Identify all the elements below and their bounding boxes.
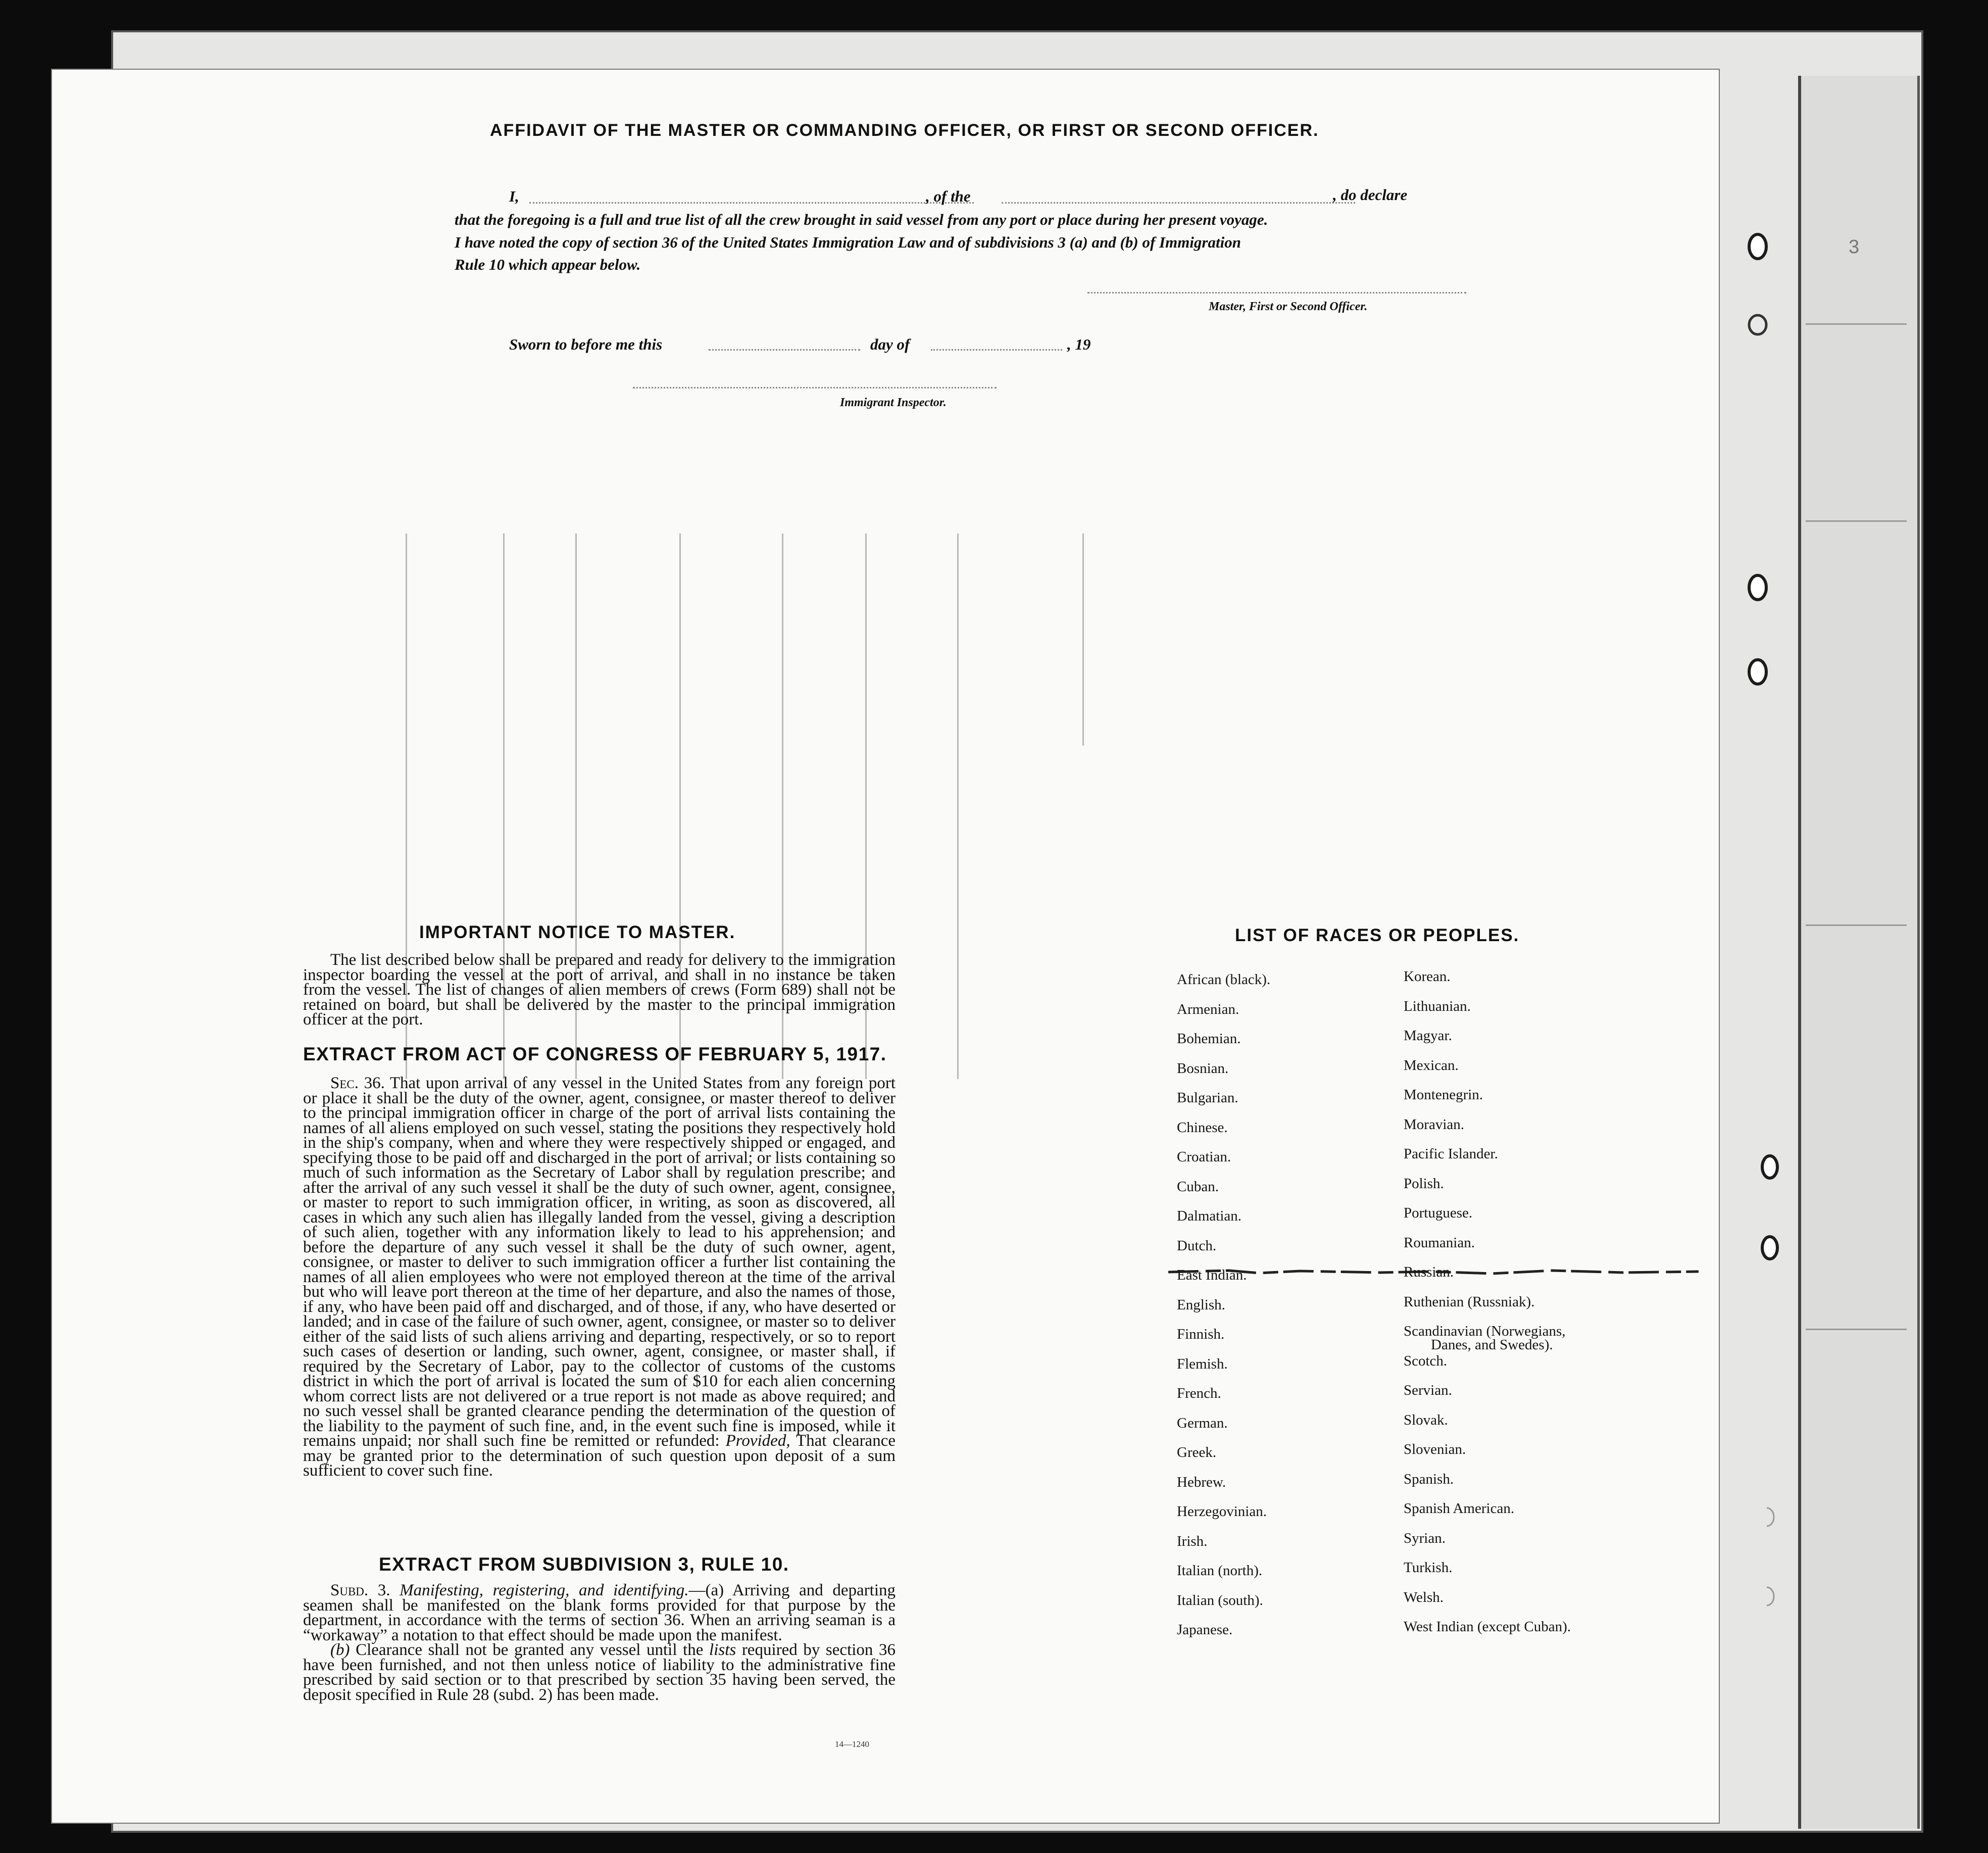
- extract-act-title: EXTRACT FROM ACT OF CONGRESS OF FEBRUARY 5, 1917.: [303, 1044, 887, 1064]
- affidavit-line4: Rule 10 which appear below.: [455, 256, 641, 273]
- race-item: Spanish.: [1404, 1471, 1454, 1487]
- sworn-month-blank: [931, 349, 1062, 351]
- provided-word: Provided,: [725, 1432, 790, 1450]
- race-item: Japanese.: [1177, 1622, 1233, 1638]
- affidavit-title: AFFIDAVIT OF THE MASTER OR COMMANDING OFFICER, OR FIRST OR SECOND OFFICER.: [490, 121, 1319, 140]
- notice-title: IMPORTANT NOTICE TO MASTER.: [419, 922, 736, 942]
- race-item: Spanish American.: [1404, 1500, 1515, 1517]
- race-item: Slovenian.: [1404, 1441, 1466, 1457]
- race-item: Bosnian.: [1177, 1060, 1229, 1077]
- sworn-year: , 19: [1067, 335, 1091, 353]
- race-item: Chinese.: [1177, 1119, 1228, 1136]
- background-rule: [1806, 924, 1907, 926]
- para-a-text: Arriving and departing seamen shall be manifested on the blank forms provided for that purpose by the department, in accordance with the terms of section 36. When an arriving seaman is a “workaway” a notation to that effect should be made upon the manifest.: [303, 1581, 896, 1644]
- race-item: Roumanian.: [1404, 1234, 1475, 1251]
- inspector-blank: [633, 387, 997, 388]
- para-b-lists-word: lists: [709, 1641, 736, 1659]
- para-a-marker: —(a): [688, 1581, 724, 1599]
- column-rule: [1082, 533, 1084, 746]
- race-item: Greek.: [1177, 1444, 1217, 1460]
- race-item: Slovak.: [1404, 1411, 1448, 1428]
- race-item: Dutch.: [1177, 1237, 1217, 1254]
- race-item: Lithuanian.: [1404, 998, 1471, 1014]
- name-blank: [529, 202, 974, 204]
- race-item: Welsh.: [1404, 1589, 1444, 1605]
- para-b-text-1: Clearance shall not be granted any vessel until the: [356, 1641, 704, 1659]
- background-rule: [1806, 520, 1907, 522]
- extract-rule-title: EXTRACT FROM SUBDIVISION 3, RULE 10.: [379, 1554, 789, 1575]
- race-item: Russian.: [1404, 1264, 1454, 1280]
- race-item: Korean.: [1404, 968, 1451, 985]
- column-rule: [957, 533, 959, 1079]
- race-item: Flemish.: [1177, 1355, 1228, 1372]
- race-item: Montenegrin.: [1404, 1087, 1483, 1103]
- background-sheet-edge: [1798, 76, 1920, 1829]
- para-b-text-2: required by section 36 have been furnished, and not then unless notice of liability to the administrative fine prescribed by said section or to that prescribed by section 35 having been served, the deposit specified in Rule 28 (subd. 2) has been made.: [303, 1641, 896, 1704]
- race-item: Finnish.: [1177, 1326, 1225, 1342]
- race-item: Mexican.: [1404, 1057, 1459, 1074]
- sec-36-text-end: That clearance may be granted prior to the determination of such question upon deposit of a sum sufficient to cover such fine.: [303, 1432, 896, 1480]
- race-item: French.: [1177, 1385, 1221, 1401]
- background-sheet-digit: 3: [1849, 236, 1860, 258]
- vessel-blank: [1002, 202, 1355, 204]
- race-item: Italian (south).: [1177, 1592, 1263, 1608]
- race-item: East Indian.: [1177, 1267, 1247, 1283]
- races-title: LIST OF RACES OR PEOPLES.: [1235, 925, 1520, 945]
- race-item: Magyar.: [1404, 1028, 1452, 1044]
- manifest-page: [52, 70, 1719, 1823]
- race-item: Herzegovinian.: [1177, 1503, 1267, 1520]
- affidavit-declare: , do declare: [1333, 186, 1408, 204]
- affidavit-line3: I have noted the copy of section 36 of the United States Immigration Law and of subdivisions 3 (a) and (b) of Immigration: [455, 233, 1241, 251]
- race-item: Portuguese.: [1404, 1205, 1473, 1221]
- race-item: Syrian.: [1404, 1530, 1446, 1546]
- race-item: Scandinavian (Norwegians,: [1404, 1323, 1566, 1339]
- race-item: Armenian.: [1177, 1001, 1239, 1017]
- para-b-marker: (b): [330, 1641, 350, 1659]
- extract-rule-body: [303, 1583, 896, 1702]
- extract-act-paragraph: [303, 1076, 896, 1479]
- subdivision-b-paragraph: [303, 1643, 896, 1702]
- background-rule: [1806, 323, 1907, 325]
- race-item: West Indian (except Cuban).: [1404, 1619, 1571, 1635]
- race-item: Croatian.: [1177, 1149, 1231, 1165]
- sec-36-text: That upon arrival of any vessel in the United States from any foreign port or place it shall be the duty of the owner, agent, consignee, or master thereof to deliver to the principal immigration officer in charge of the port of arrival lists containing the names of all aliens employed on such vessel, stating the positions they respectively hold in the ship's company, when and where they were respectively shipped or engaged, and specifying those to be paid off and discharged in the port of arrival; or lists containing so much of such information as the Secretary of Labor shall by regulation prescribe; and after the arrival of any such vessel it shall be the duty of such owner, agent, consignee, or master to report to such immigration officer, in writing, as soon as discovered, all cases in which any such alien has illegally landed from the vessel, giving a description of such alien, together with any information likely to lead to his apprehension; and before the departure of any such vessel it shall be the duty of such owner, agent, consignee, or master to deliver to such immigration officer a further list containing the names of all alien employees who were not employed thereon at the time of the arrival but who will leave port thereon at the time of her departure, and also the names of those, if any, who have been paid off and discharged, and of those, if any, who have deserted or landed; and in case of the failure of such owner, agent, consignee, or master so to deliver either of the said lists of such aliens arriving and departing, respectively, or so to report such cases of desertion or landing, such owner, agent, consignee, or master shall, if required by the Secretary of Labor, pay to the collector of customs of the customs district in which the port of arrival is located the sum of $10 for each alien concerning whom correct lists are not delivered or a true report is not made as above required; and no such vessel shall be granted clearance pending the determination of the question of the liability to the payment of such fine, and, in the event such fine is imposed, while it remains unpaid; nor shall such fine be remitted or refunded:: [303, 1074, 896, 1450]
- race-item: German.: [1177, 1415, 1228, 1431]
- race-item: Danes, and Swedes).: [1431, 1337, 1553, 1353]
- race-item: Ruthenian (Russniak).: [1404, 1293, 1535, 1310]
- subd-heading: Manifesting, registering, and identifying.: [400, 1581, 689, 1599]
- race-item: Turkish.: [1404, 1559, 1453, 1576]
- race-item: Bohemian.: [1177, 1031, 1241, 1047]
- race-item: Polish.: [1404, 1175, 1444, 1192]
- sworn-prefix: Sworn to before me this: [509, 335, 663, 353]
- sworn-day-of: day of: [870, 335, 910, 353]
- print-code: 14—1240: [835, 1739, 869, 1749]
- signature-caption: Master, First or Second Officer.: [1209, 300, 1368, 313]
- signature-blank: [1087, 292, 1466, 294]
- affidavit-of-the: , of the: [926, 187, 971, 205]
- race-item: Scotch.: [1404, 1352, 1448, 1369]
- notice-paragraph: The list described below shall be prepared and ready for delivery to the immigration inspector boarding the vessel at the port of arrival, and shall in no instance be taken from the vessel. The list of changes of alien members of crews (Form 689) shall not be retained on board, but shall be delivered by the master to the principal immigration officer at the port.: [303, 951, 896, 1029]
- race-item: Italian (north).: [1177, 1563, 1263, 1579]
- race-item: Bulgarian.: [1177, 1090, 1238, 1106]
- affidavit-i: I,: [509, 187, 519, 205]
- race-item: Hebrew.: [1177, 1474, 1226, 1490]
- race-item: Cuban.: [1177, 1178, 1219, 1195]
- extract-act-body: [303, 1076, 896, 1479]
- race-item: Dalmatian.: [1177, 1208, 1242, 1224]
- race-item: English.: [1177, 1296, 1225, 1313]
- subd-label: Subd. 3.: [330, 1581, 390, 1599]
- subdivision-a-paragraph: [303, 1583, 896, 1643]
- affidavit-line2: that the foregoing is a full and true list of all the crew brought in said vessel from any port or place during her present voyage.: [455, 211, 1268, 228]
- race-item: African (black).: [1177, 971, 1271, 988]
- race-item: Pacific Islander.: [1404, 1146, 1498, 1162]
- race-item: Irish.: [1177, 1533, 1208, 1549]
- race-item: Servian.: [1404, 1382, 1452, 1398]
- race-item: Moravian.: [1404, 1116, 1464, 1133]
- inspector-caption: Immigrant Inspector.: [840, 396, 947, 409]
- background-rule: [1806, 1329, 1907, 1330]
- sworn-day-blank: [709, 349, 860, 351]
- notice-body: [303, 953, 896, 1028]
- sec-label: Sec. 36.: [330, 1074, 385, 1092]
